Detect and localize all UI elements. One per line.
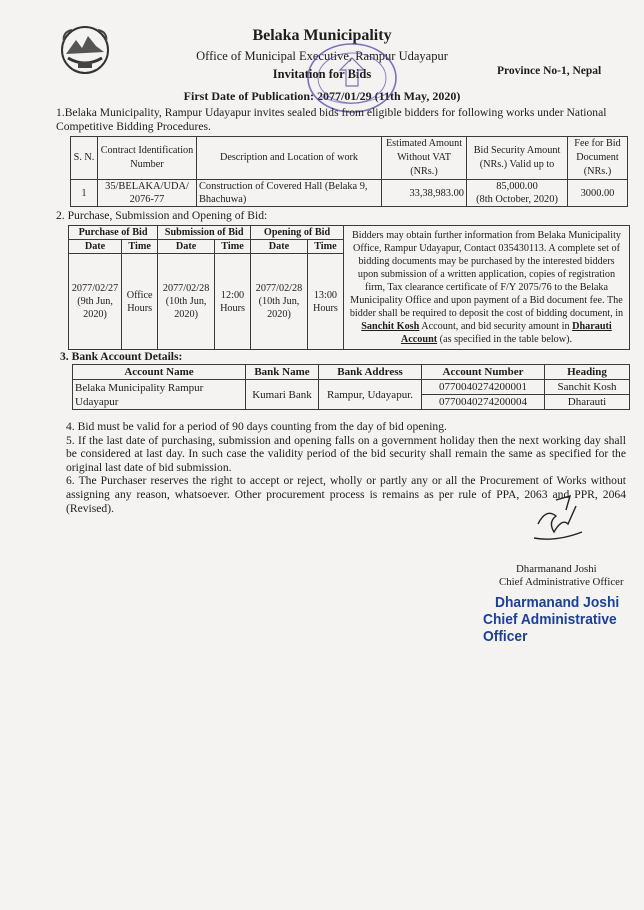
col-estimate: Estimated Amount Without VAT (NRs.) (382, 137, 467, 180)
opening-date-en: (10th Jun, 2020) (258, 296, 300, 320)
note-5: 5. If the last date of purchasing, submission and opening falls on a government holiday then the next working day shall be considered at last day. In such case the validity period of the bid security shall remain the same as specified for the original last date of bid submission. (66, 433, 626, 474)
invitation-heading: Invitation for Bids (272, 67, 372, 81)
bid-schedule-table (68, 225, 630, 350)
sub-time: Time (307, 240, 343, 254)
purchase-date-np: 2077/02/27 (71, 283, 119, 294)
submission-date-np: 2077/02/28 (162, 283, 210, 294)
stamp-role: Chief Administrative Officer (483, 611, 617, 645)
col-security: Bid Security Amount (NRs.) Valid up to (467, 137, 568, 180)
cell-account-number: 0770040274200001 (422, 380, 545, 395)
submission-time: 12:00 Hours (214, 254, 250, 350)
cell-sn: 1 (71, 180, 98, 207)
opening-date (251, 254, 308, 350)
submission-date (158, 254, 215, 350)
purchase-date-en: (9th Jun, 2020) (77, 296, 113, 320)
security-valid: (8th October, 2020) (476, 194, 558, 205)
section1-intro: 1.Belaka Municipality, Rampur Udayapur invites sealed bids from eligible bidders for following works under National Competitive Bidding Procedures. (56, 106, 607, 133)
cell-fee: 3000.00 (568, 180, 628, 207)
stamp-name: Dharmanand Joshi (495, 594, 620, 611)
group-submission: Submission of Bid (158, 226, 251, 240)
col-bank-name: Bank Name (246, 365, 319, 380)
col-account-name: Account Name (73, 365, 246, 380)
purchase-date (69, 254, 122, 350)
col-description: Description and Location of work (197, 137, 382, 180)
cell-description: Construction of Covered Hall (Belaka 9, Bhachuwa) (197, 180, 382, 207)
sub-time: Time (122, 240, 158, 254)
sub-date: Date (251, 240, 308, 254)
works-table (70, 136, 628, 207)
note-6: 6. The Purchaser reserves the right to accept or reject, wholly or partly any or all the Procurement of Works without assigning any reason, whatsoever. Other procurement process is remains as per rule of PPA, 2063 and PPR, 2064 (Revised). (66, 474, 626, 515)
cell-account-number: 0770040274200004 (422, 395, 545, 410)
col-fee: Fee for Bid Document (NRs.) (568, 137, 628, 180)
note-account-dharauti: Dharauti Account (400, 321, 612, 345)
page-title: Belaka Municipality (252, 27, 392, 44)
cell-heading: Sanchit Kosh (545, 380, 630, 395)
cell-security (467, 180, 568, 207)
office-name: Office of Municipal Executive, Rampur Udayapur (196, 49, 448, 63)
sub-date: Date (69, 240, 122, 254)
table-row (73, 380, 630, 395)
sub-date: Date (158, 240, 215, 254)
col-sn: S. N. (71, 137, 98, 180)
note-text-a: Bidders may obtain further information from Belaka Municipality Office, Rampur Udayapur, Contact 035430113. A complete set of bidding documents may be purchased by the interested bidders upon submission of a written application, copies of registration firm, Tax clearance certificate of F/Y 2075/76 to the Belaka Municipality Office and upon payment of a Bid document fee. The bidder shall be required to deposit the cost of bidding document, in (349, 230, 624, 319)
cell-bank-name: Kumari Bank (246, 380, 319, 410)
bank-account-table (72, 364, 630, 410)
signatory-role: Chief Administrative Officer (499, 576, 624, 588)
group-purchase: Purchase of Bid (69, 226, 158, 240)
sub-time: Time (214, 240, 250, 254)
note-text-b: Account, and bid security amount in (419, 321, 573, 332)
note-4: 4. Bid must be valid for a period of 90 days counting from the day of bid opening. (66, 420, 447, 433)
opening-time: 13:00 Hours (307, 254, 343, 350)
col-contract-id: Contract Identification Number (98, 137, 197, 180)
col-account-number: Account Number (422, 365, 545, 380)
submission-date-en: (10th Jun, 2020) (165, 296, 207, 320)
table-row (71, 180, 628, 207)
opening-date-np: 2077/02/28 (255, 283, 303, 294)
signatory-name: Dharmanand Joshi (516, 563, 597, 575)
cell-bank-address: Rampur, Udayapur. (319, 380, 422, 410)
section2-title: 2. Purchase, Submission and Opening of Bid: (56, 209, 268, 222)
security-amount: 85,000.00 (496, 181, 538, 192)
province-label: Province No-1, Nepal (497, 65, 602, 77)
note-account-sanchit: Sanchit Kosh (361, 321, 420, 332)
cell-heading: Dharauti (545, 395, 630, 410)
purchase-time: Office Hours (122, 254, 158, 350)
publication-date: First Date of Publication: 2077/01/29 (11th May, 2020) (183, 89, 461, 103)
note-text-c: (as specified in the table below). (437, 334, 573, 345)
cell-contract-id: 35/BELAKA/UDA/ 2076-77 (98, 180, 197, 207)
col-heading: Heading (545, 365, 630, 380)
cell-account-name: Belaka Municipality Rampur Udayapur (73, 380, 246, 410)
signature-icon (526, 488, 586, 550)
bid-info-note (343, 226, 629, 350)
group-opening: Opening of Bid (251, 226, 344, 240)
section3-title: 3. Bank Account Details: (60, 350, 183, 363)
cell-estimate: 33,38,983.00 (382, 180, 467, 207)
col-bank-address: Bank Address (319, 365, 422, 380)
